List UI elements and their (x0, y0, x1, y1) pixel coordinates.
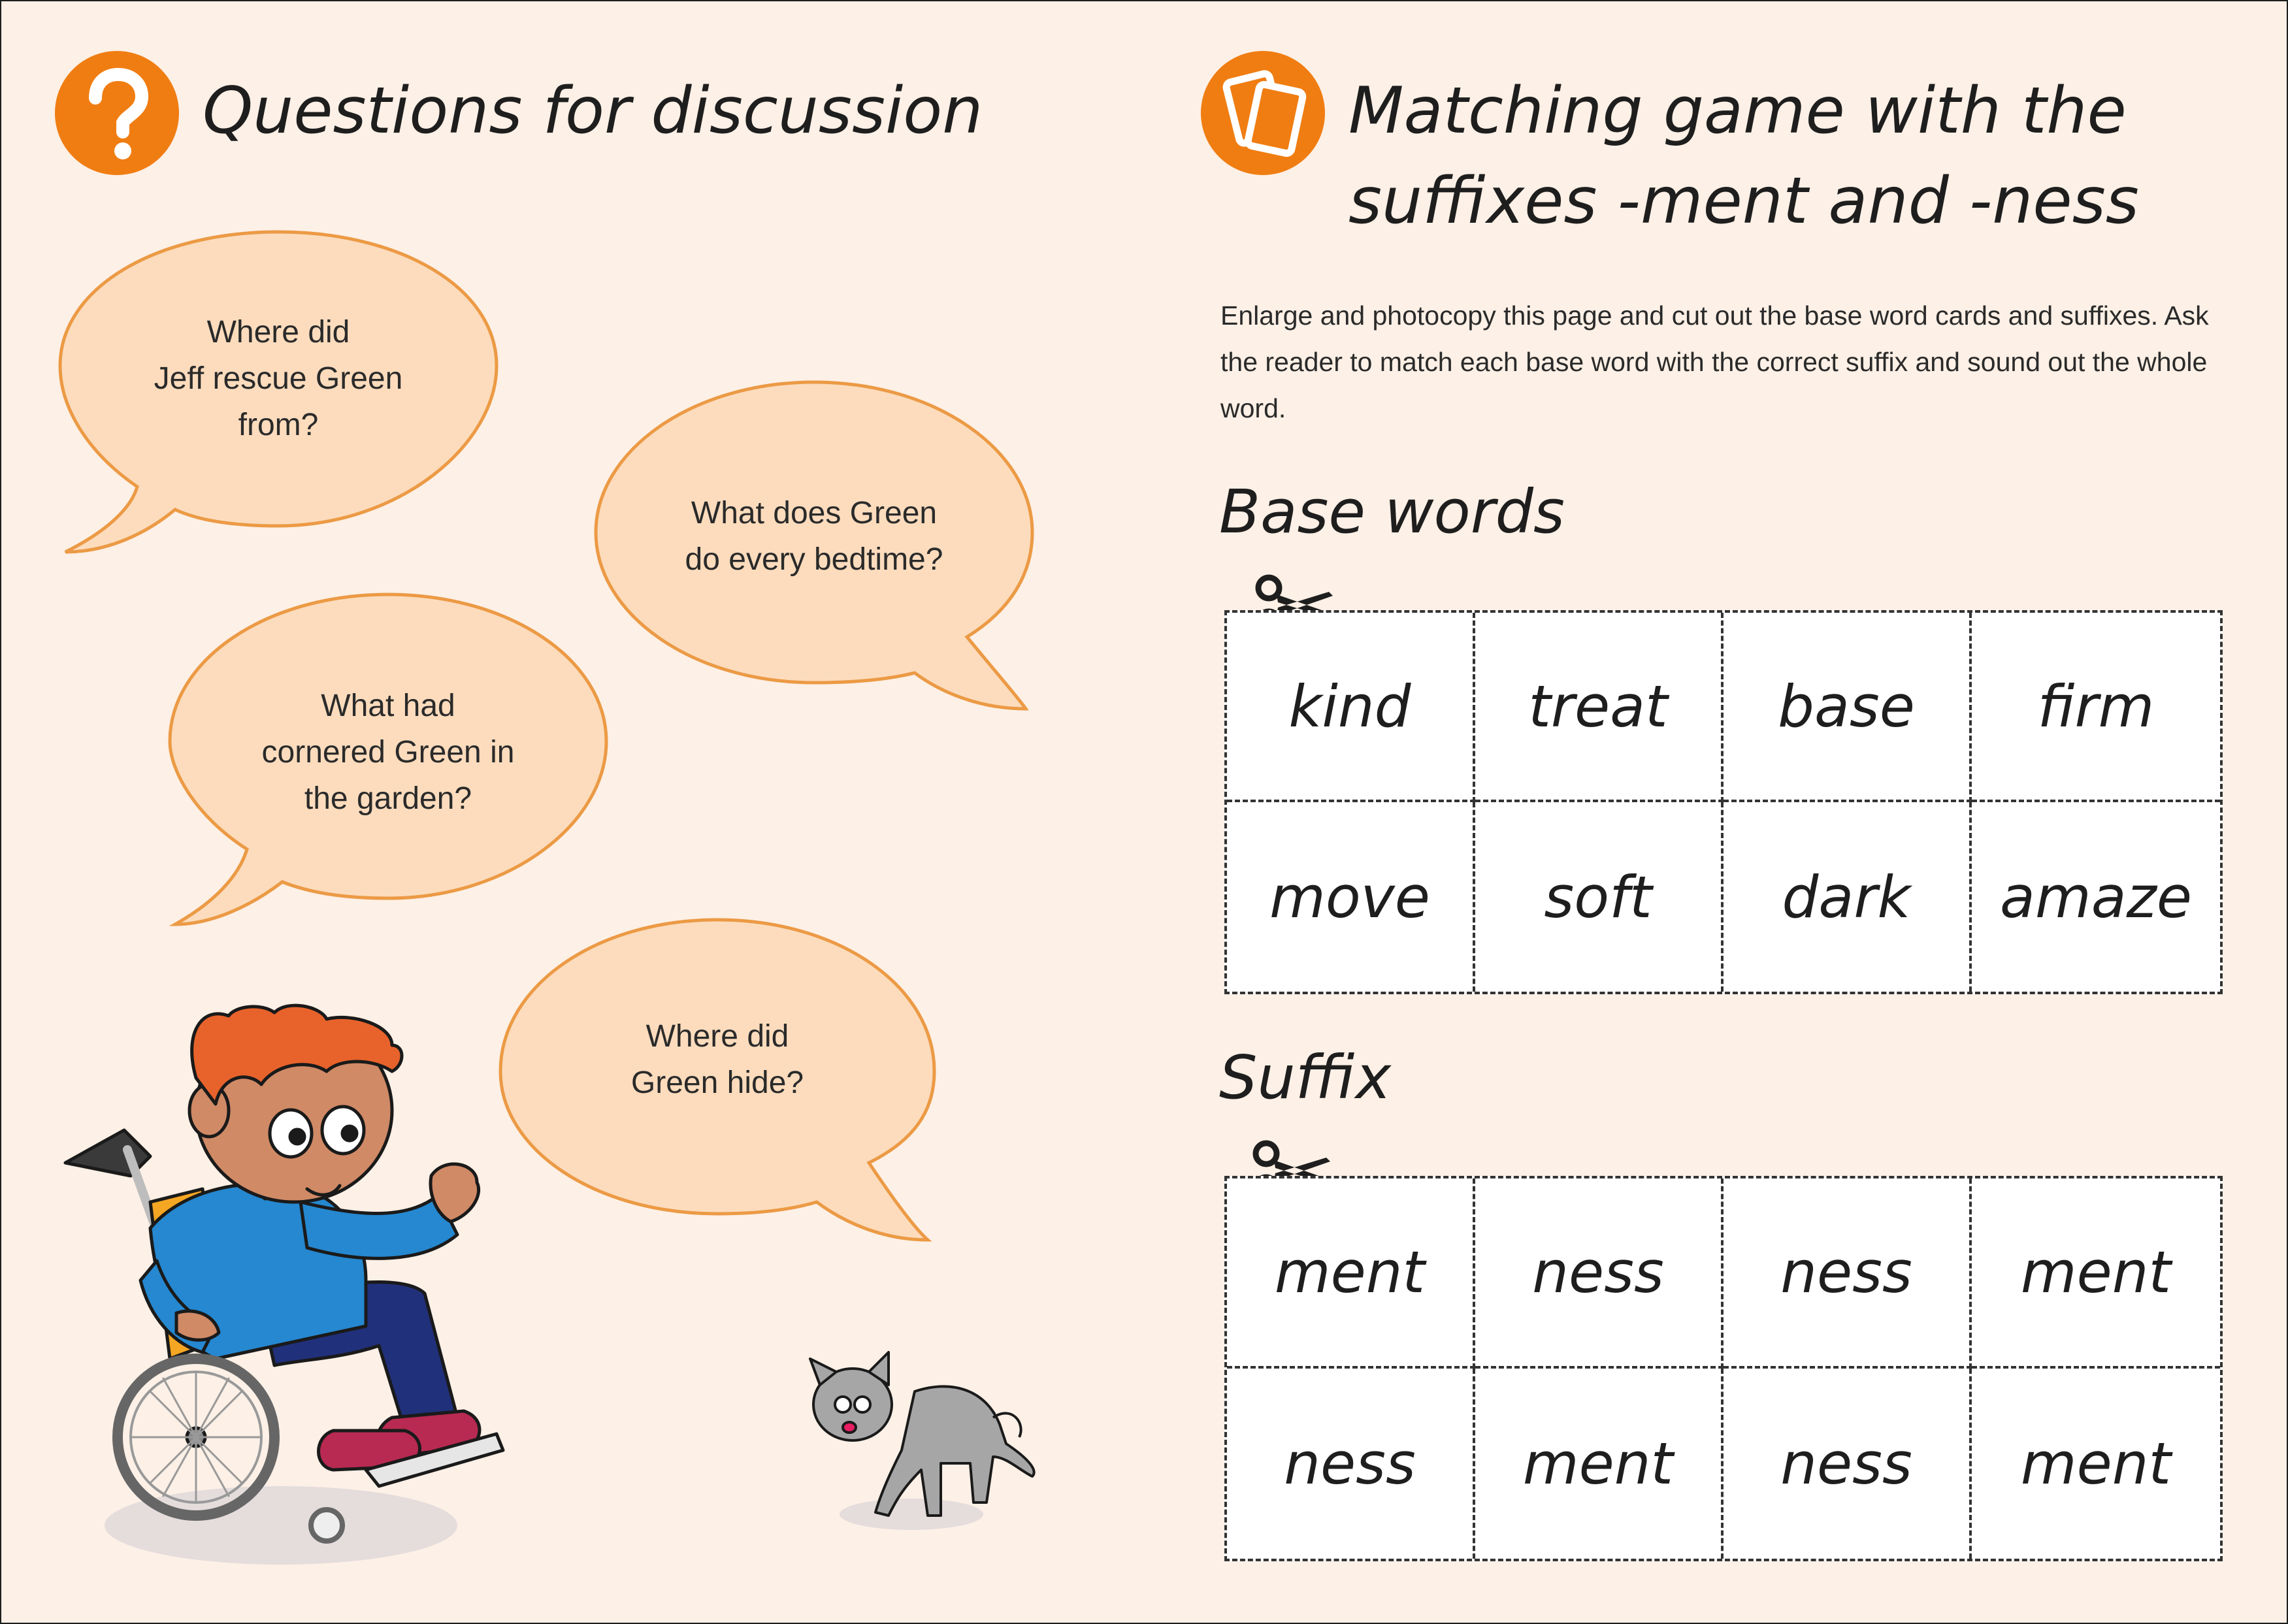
bubble-1-question: Where did Jeff rescue Green from? (154, 315, 403, 442)
suffix-card[interactable]: ness (1724, 1369, 1972, 1559)
base-word-card[interactable]: firm (1972, 613, 2220, 802)
base-words-card-grid (1224, 610, 2223, 994)
base-word-card[interactable]: kind (1227, 613, 1475, 802)
base-word-card[interactable]: soft (1475, 802, 1724, 992)
suffix-card[interactable]: ment (2020, 1430, 2172, 1497)
bubble-text-1 (95, 309, 461, 448)
instructions-text: Enlarge and photocopy this page and cut out the base word cards and suffixes. Ask the reader to match each base word with the correct suffix and sound out the whole word. (1220, 300, 2209, 423)
suffix-card[interactable]: ment (1972, 1178, 2220, 1369)
grey-kitten-illustration (810, 1352, 1034, 1530)
suffix-card[interactable]: ness (1724, 1178, 1972, 1369)
suffix-heading: Suffix (1219, 1043, 1392, 1112)
bubble-2-question: What does Green do every bedtime? (685, 496, 943, 577)
base-word-card[interactable]: dark (1724, 802, 1972, 992)
base-word-card[interactable]: base (1724, 613, 1972, 802)
bubble-text-3 (205, 683, 571, 822)
questions-section-title: Questions for discussion (203, 74, 983, 148)
question-mark-icon (55, 51, 179, 175)
bubble-text-4 (534, 1013, 900, 1106)
boy-in-wheelchair-illustration (65, 1005, 503, 1565)
cards-icon (1201, 51, 1325, 175)
suffix-card-grid (1224, 1176, 2223, 1561)
bubble-text-2 (631, 490, 997, 583)
matching-game-title-line2: suffixes -ment and -ness (1348, 164, 2139, 238)
suffix-card[interactable]: ness (1475, 1178, 1724, 1369)
base-word-card[interactable]: move (1227, 802, 1475, 992)
bubble-3-question: What had cornered Green in the garden? (261, 689, 515, 816)
suffix-card[interactable]: ness (1227, 1369, 1475, 1559)
base-words-heading: Base words (1219, 477, 1565, 547)
suffix-card[interactable]: ment (1227, 1178, 1475, 1369)
suffix-card[interactable]: ment (1475, 1369, 1724, 1559)
bubble-4-question: Where did Green hide? (630, 1019, 804, 1100)
base-word-card[interactable]: treat (1475, 613, 1724, 802)
matching-game-title-line1: Matching game with the (1348, 74, 2127, 148)
base-word-card[interactable]: amaze (2000, 863, 2192, 931)
